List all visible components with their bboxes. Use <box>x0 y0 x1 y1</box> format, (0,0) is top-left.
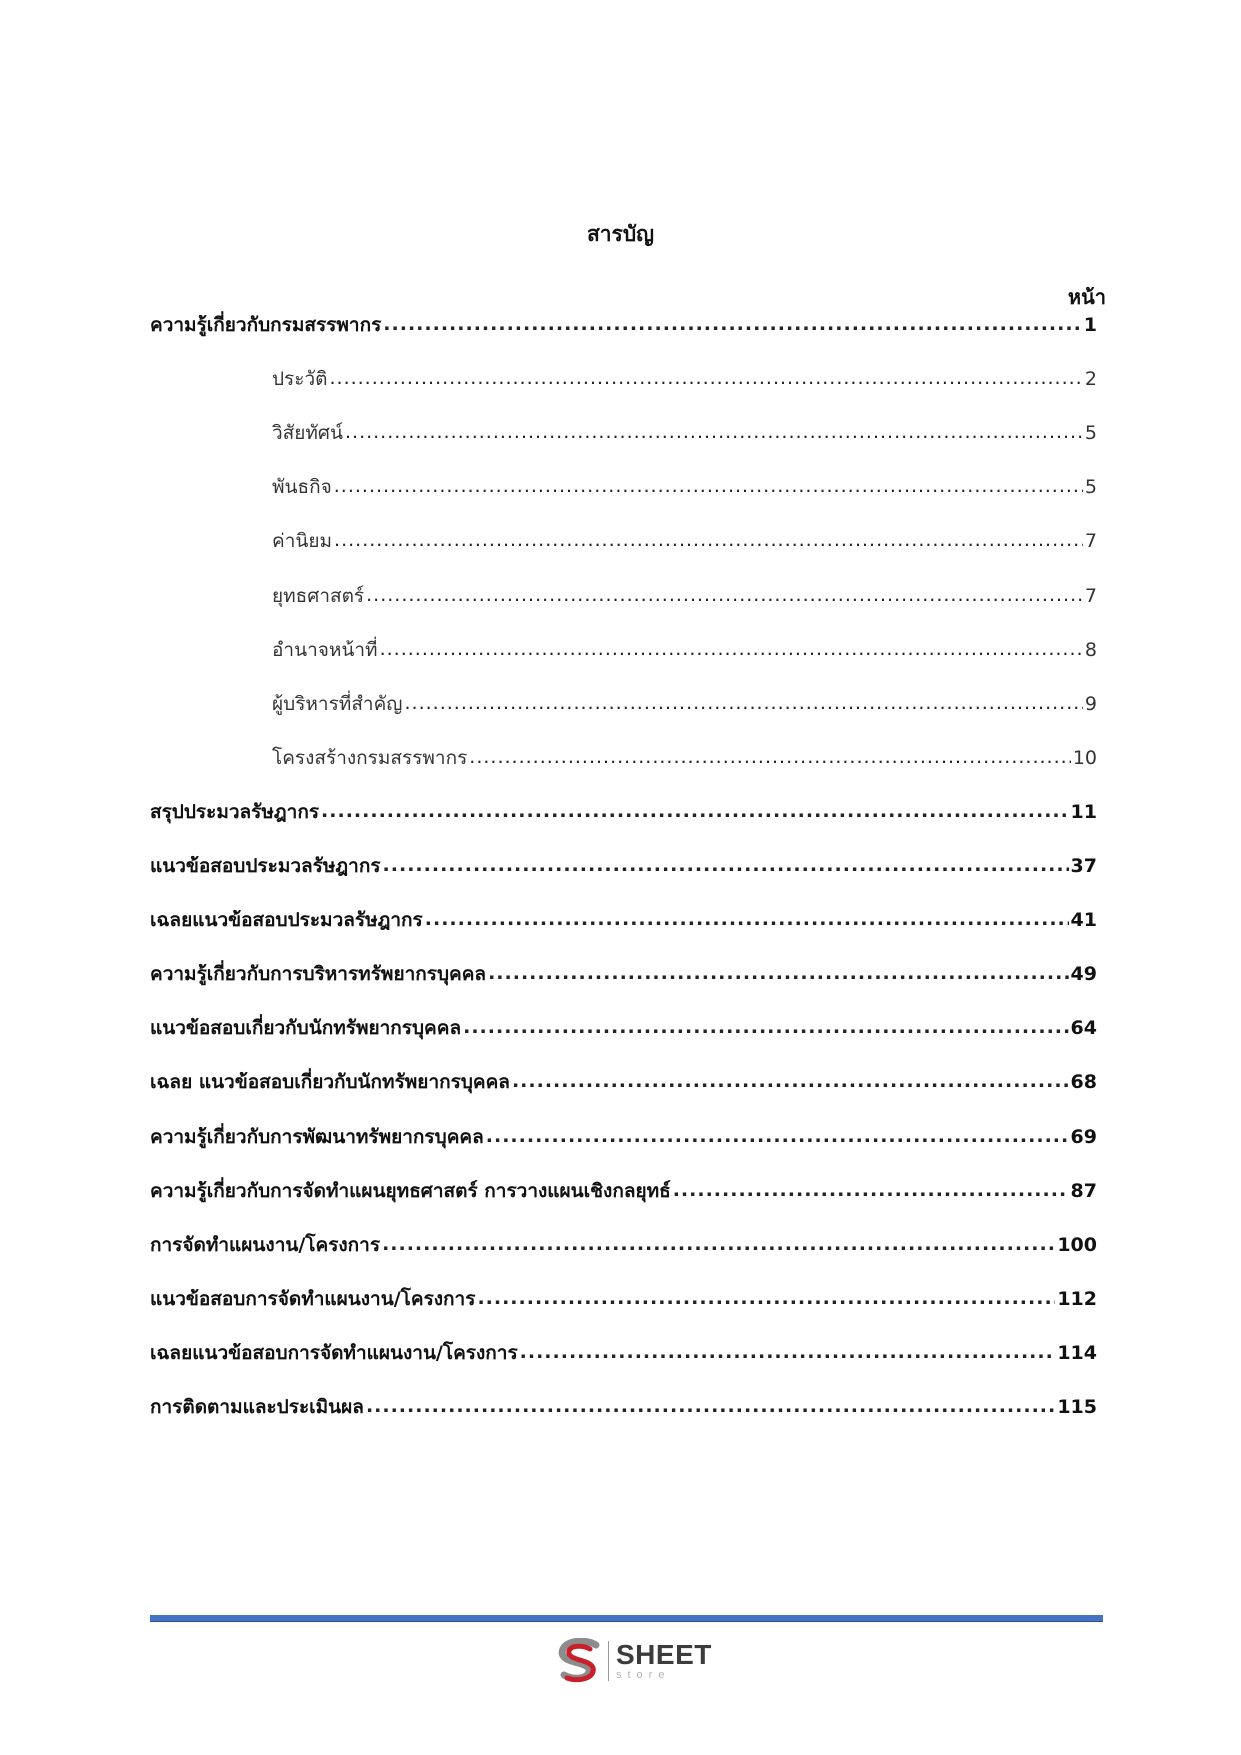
toc-entry-title: ความรู้เกี่ยวกับกรมสรรพากร <box>150 314 382 336</box>
toc-entry <box>150 1338 1097 1368</box>
toc-entry-title: อำนาจหน้าที่ <box>272 639 378 661</box>
sheet-store-s-logo-icon <box>556 1638 602 1684</box>
toc-entry-title: วิสัยทัศน์ <box>272 422 343 444</box>
toc-entry-title: ค่านิยม <box>272 530 333 552</box>
toc-page-number: 9 <box>1084 693 1097 715</box>
toc-entry-title: เฉลยแนวข้อสอบประมวลรัษฎากร <box>150 909 423 931</box>
logo-text <box>616 1641 712 1681</box>
toc-page-number: 7 <box>1084 530 1097 552</box>
toc-dot-leader <box>463 1016 1068 1038</box>
toc-entry <box>150 1284 1097 1314</box>
logo-word: SHEET <box>616 1639 712 1670</box>
toc-dot-leader <box>673 1179 1069 1201</box>
toc-subentry <box>272 635 1097 665</box>
toc-dot-leader <box>366 1395 1055 1417</box>
toc-dot-leader <box>486 1125 1069 1147</box>
toc-page-number: 49 <box>1070 963 1097 985</box>
toc-subentry <box>272 526 1097 556</box>
toc-page-number: 115 <box>1057 1396 1097 1418</box>
toc-dot-leader <box>488 962 1068 984</box>
toc-entry-title: การติดตามและประเมินผล <box>150 1396 364 1418</box>
toc-entry-title: แนวข้อสอบประมวลรัษฎากร <box>150 855 381 877</box>
toc-page-number: 2 <box>1084 368 1097 390</box>
toc-entry-title: แนวข้อสอบเกี่ยวกับนักทรัพยากรบุคคล <box>150 1017 462 1039</box>
toc-page-number: 68 <box>1070 1071 1097 1093</box>
logo-divider <box>608 1641 609 1681</box>
toc-entry <box>150 1176 1097 1206</box>
toc-entry-title: เฉลยแนวข้อสอบการจัดทำแผนงาน/โครงการ <box>150 1342 518 1364</box>
footer-rule <box>150 1615 1103 1622</box>
toc-entry <box>150 905 1097 935</box>
logo-subtext: store <box>616 1669 671 1681</box>
toc-dot-leader <box>334 529 1083 551</box>
toc-dot-leader <box>321 800 1069 822</box>
toc-dot-leader <box>512 1070 1069 1092</box>
toc-dot-leader <box>520 1341 1056 1363</box>
toc-dot-leader <box>383 854 1069 876</box>
toc-entry <box>150 1122 1097 1152</box>
toc-dot-leader <box>380 638 1083 660</box>
toc-dot-leader <box>345 421 1083 443</box>
toc-entry-title: แนวข้อสอบการจัดทำแผนงาน/โครงการ <box>150 1288 476 1310</box>
toc-page-number: 5 <box>1084 476 1097 498</box>
toc-entry-title: การจัดทำแผนงาน/โครงการ <box>150 1234 381 1256</box>
toc-entry <box>150 1392 1097 1422</box>
toc-dot-leader <box>382 1233 1055 1255</box>
toc-entry <box>150 1013 1097 1043</box>
toc-entry-title: ความรู้เกี่ยวกับการพัฒนาทรัพยากรบุคคล <box>150 1126 484 1148</box>
toc-dot-leader <box>334 475 1083 497</box>
sheet-store-logo <box>556 1637 712 1685</box>
toc-subentry <box>272 689 1097 719</box>
toc-subentry <box>272 743 1097 773</box>
page-title: สารบัญ <box>586 222 655 246</box>
toc-page-number: 100 <box>1057 1234 1097 1256</box>
toc-page-number: 41 <box>1070 909 1097 931</box>
toc-subentry <box>272 418 1097 448</box>
toc-page-number: 5 <box>1084 422 1097 444</box>
toc-entry-title: ผู้บริหารที่สำคัญ <box>272 693 403 715</box>
toc-dot-leader <box>405 692 1083 714</box>
toc-page-number: 1 <box>1083 314 1097 336</box>
toc-entry <box>150 310 1097 340</box>
toc-subentry <box>272 472 1097 502</box>
toc-page-number: 69 <box>1070 1126 1097 1148</box>
toc-subentry <box>272 364 1097 394</box>
toc-entry <box>150 959 1097 989</box>
toc-entry-title: ความรู้เกี่ยวกับการจัดทำแผนยุทธศาสตร์ การวางแผนเชิงกลยุทธ์ <box>150 1180 671 1202</box>
toc-page-number: 114 <box>1057 1342 1097 1364</box>
toc-dot-leader <box>477 1287 1055 1309</box>
page-column-label: หน้า <box>1067 285 1106 309</box>
toc-page-number: 10 <box>1072 747 1097 769</box>
toc-page-number: 8 <box>1084 639 1097 661</box>
toc-entry-title: สรุปประมวลรัษฎากร <box>150 801 320 823</box>
toc-page-number: 112 <box>1057 1288 1097 1310</box>
toc-entry-title: ประวัติ <box>272 368 328 390</box>
toc-entry-title: พันธกิจ <box>272 476 332 498</box>
toc-entry-title: ยุทธศาสตร์ <box>272 585 365 607</box>
toc-dot-leader <box>383 313 1081 335</box>
toc-entry <box>150 851 1097 881</box>
toc-entry <box>150 797 1097 827</box>
toc-dot-leader <box>329 367 1082 389</box>
toc-entry <box>150 1230 1097 1260</box>
toc-page-number: 64 <box>1070 1017 1097 1039</box>
toc-page-number: 7 <box>1084 585 1097 607</box>
toc-page-number: 11 <box>1070 801 1097 823</box>
toc-dot-leader <box>425 908 1069 930</box>
toc-dot-leader <box>469 746 1071 768</box>
toc-page-number: 87 <box>1070 1180 1097 1202</box>
toc-entry-title: เฉลย แนวข้อสอบเกี่ยวกับนักทรัพยากรบุคคล <box>150 1071 510 1093</box>
toc-entry-title: ความรู้เกี่ยวกับการบริหารทรัพยากรบุคคล <box>150 963 487 985</box>
toc-entry-title: โครงสร้างกรมสรรพากร <box>272 747 468 769</box>
toc-page-number: 37 <box>1070 855 1097 877</box>
toc-entry <box>150 1067 1097 1097</box>
toc-dot-leader <box>366 584 1083 606</box>
toc-subentry <box>272 581 1097 611</box>
